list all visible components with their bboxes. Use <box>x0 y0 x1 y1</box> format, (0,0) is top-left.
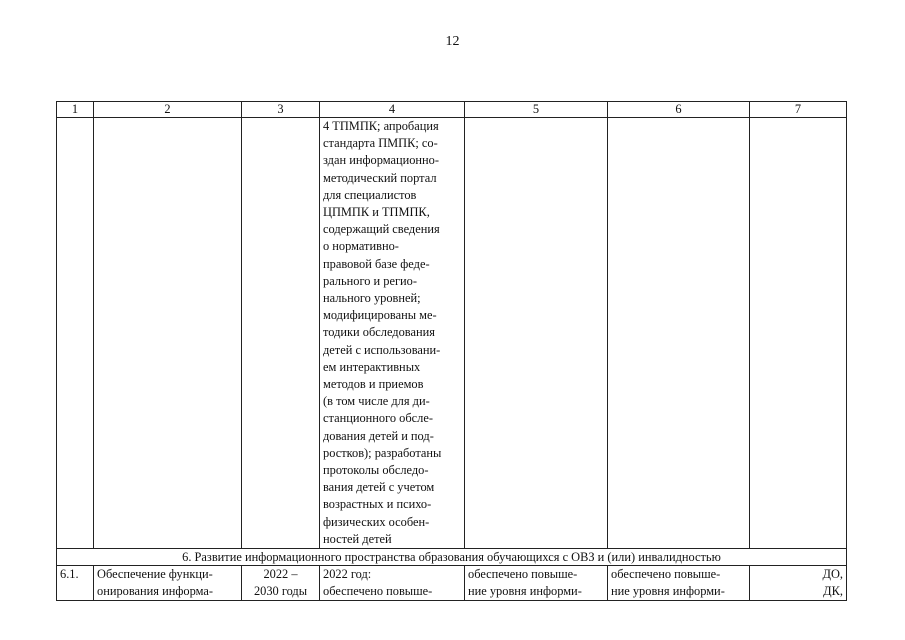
cell-line: дования детей и под- <box>323 428 434 443</box>
section-title: 6. Развитие информационного пространства образования обучающихся с ОВЗ и (или) инвалидностью <box>57 549 847 566</box>
cell-line: тодики обследования <box>323 325 435 340</box>
cell-line: физических особен- <box>323 514 430 529</box>
cell-line: о нормативно- <box>323 239 399 254</box>
row-6-1-col6 <box>608 566 750 601</box>
header-cell: 4 <box>320 102 465 118</box>
cell-line: ние уровня информи- <box>468 584 582 599</box>
cell-line: 4 ТПМПК; апробация <box>323 119 439 133</box>
cell-line: ем интерактивных <box>323 359 421 374</box>
cell-line: методов и приемов <box>323 377 424 392</box>
cell-line: нального уровней; <box>323 291 421 306</box>
row-6-1-col2 <box>94 566 242 601</box>
cell-line: здан информационно- <box>323 153 439 168</box>
cell-line: ние уровня информи- <box>611 584 725 599</box>
cell-line: рального и регио- <box>323 273 417 288</box>
section-row <box>57 549 847 566</box>
cell-line: 2030 годы <box>253 584 308 599</box>
main-table <box>56 101 847 601</box>
cell-line: Обеспечение функци- <box>97 567 213 582</box>
header-cell: 7 <box>750 102 847 118</box>
header-cell: 6 <box>608 102 750 118</box>
header-row <box>57 102 847 118</box>
header-cell: 1 <box>57 102 94 118</box>
table-cell <box>750 118 847 549</box>
table-row <box>57 118 847 549</box>
cell-line: ДК, <box>823 584 843 599</box>
row-6-1-col4 <box>320 566 465 601</box>
table-cell <box>94 118 242 549</box>
table-row <box>57 566 847 601</box>
row-6-1-col7 <box>750 566 847 601</box>
cell-line: 2022 год: <box>323 567 372 582</box>
cell-line: методический портал <box>323 170 437 185</box>
cell-line: ностей детей <box>323 531 392 546</box>
continuation-col4-cell <box>320 118 465 549</box>
header-cell: 2 <box>94 102 242 118</box>
cell-line: обеспечено повыше- <box>611 567 721 582</box>
cell-line: содержащий сведения <box>323 222 440 237</box>
row-number-cell: 6.1. <box>57 566 94 601</box>
cell-line: 2022 – <box>263 567 298 582</box>
cell-line: возрастных и психо- <box>323 497 432 512</box>
cell-line: обеспечено повыше- <box>468 567 578 582</box>
cell-line: модифицированы ме- <box>323 308 437 323</box>
cell-line: детей с использовани- <box>323 342 441 357</box>
row-6-1-col3 <box>242 566 320 601</box>
page-number: 12 <box>445 34 460 49</box>
cell-line: ЦПМПК и ТПМПК, <box>323 205 430 220</box>
cell-line: онирования информа- <box>97 584 213 599</box>
table-cell <box>57 118 94 549</box>
cell-line: (в том числе для ди- <box>323 394 430 409</box>
cell-line: правовой базе феде- <box>323 256 430 271</box>
cell-line: стандарта ПМПК; со- <box>323 136 438 151</box>
cell-line: вания детей с учетом <box>323 480 435 495</box>
cell-line: для специалистов <box>323 187 417 202</box>
table-cell <box>608 118 750 549</box>
table-cell <box>242 118 320 549</box>
cell-line: обеспечено повыше- <box>323 584 433 599</box>
cell-line: ДО, <box>822 567 843 582</box>
cell-line: протоколы обследо- <box>323 463 429 478</box>
cell-line: ростков); разработаны <box>323 445 442 460</box>
row-6-1-col5 <box>465 566 608 601</box>
header-cell: 5 <box>465 102 608 118</box>
table-cell <box>465 118 608 549</box>
header-cell: 3 <box>242 102 320 118</box>
cell-line: станционного обсле- <box>323 411 433 426</box>
